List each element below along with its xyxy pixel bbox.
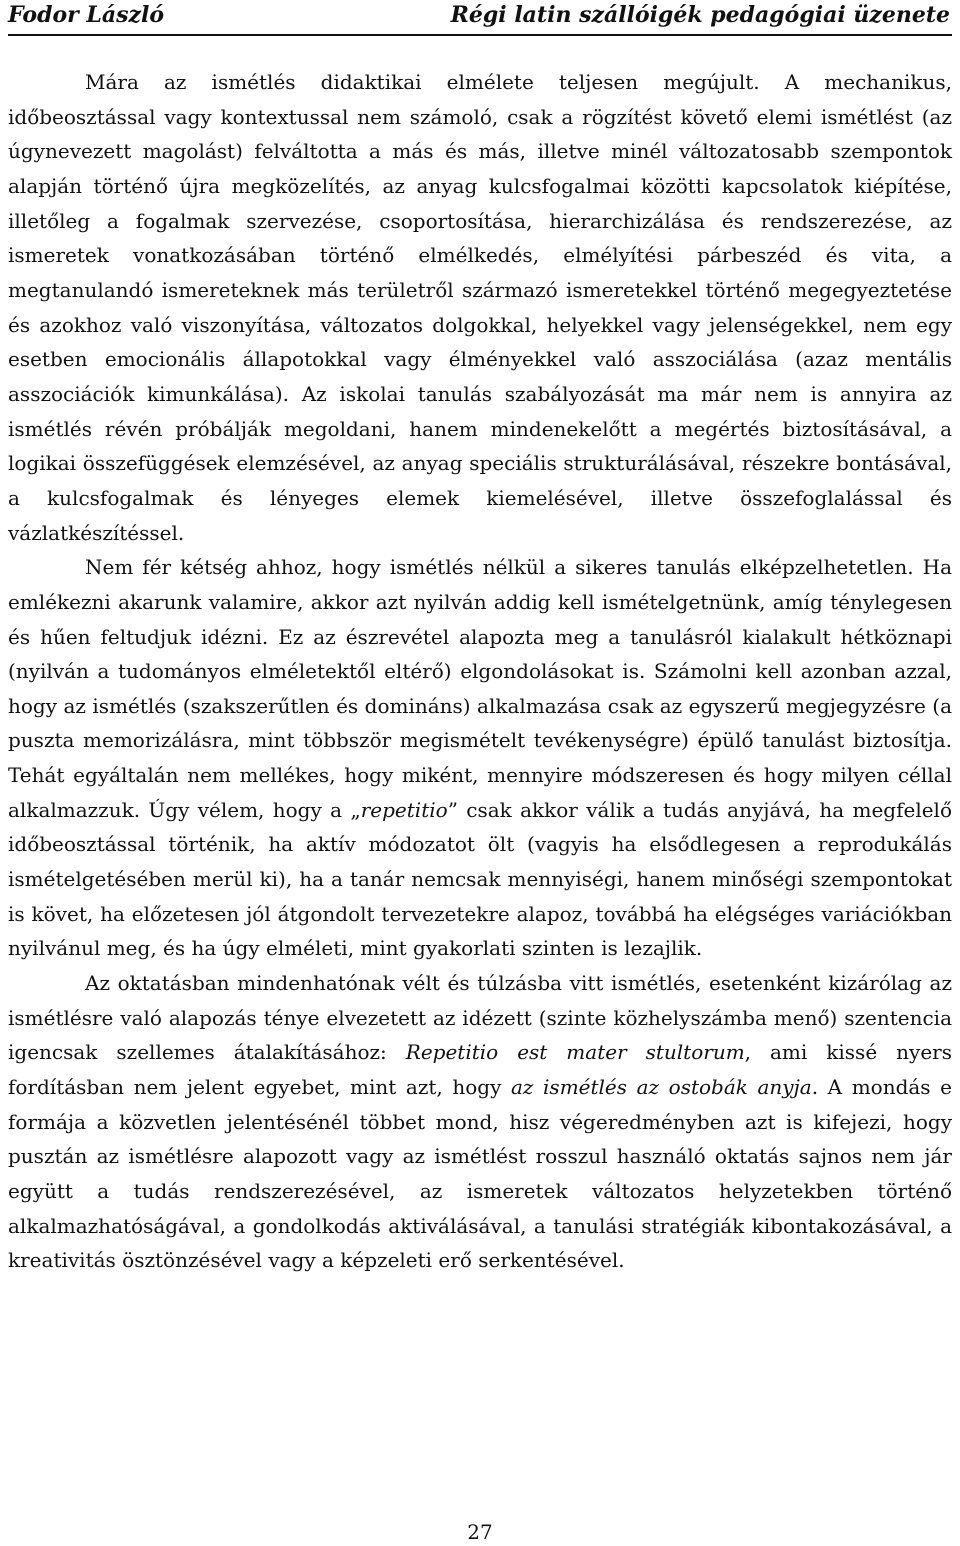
paragraph-2 — [8, 550, 952, 966]
paragraph-3-part-c: . A mondás e formája a közvetlen jelentésénél többet mond, hisz végeredményben azt is kifejezi, hogy pusztán az ismétlésre alapozott vagy az ismétlést rosszul használó oktatás sajnos nem jár együtt a tudás rendszerezésével, az ismeretek változatos helyzetekben történő alkalmazhatóságával, a gondolkodás aktiválásával, a tanulási stratégiák kibontakozásával, a kreativitás ösztönzésével vagy a képzeleti erő serkentésével. — [8, 1075, 952, 1273]
running-header — [8, 0, 952, 36]
header-author: Fodor László — [8, 2, 165, 28]
page-number: 27 — [467, 1520, 493, 1544]
paragraph-3-italic-quote: Repetitio est mater stultorum — [405, 1040, 745, 1065]
header-title: Régi latin szállóigék pedagógiai üzenete — [450, 2, 950, 28]
paragraph-3-italic-translation: az ismétlés az ostobák anyja — [510, 1075, 812, 1100]
paragraph-3-part-a: Az oktatásban mindenhatónak vélt és túlzásba vitt ismétlés, esetenként kizárólag az ismétlésre való alapozás ténye elvezetett az idézett (szinte közhelyszámba menő) szentencia igencsak szellemes átalakításához: — [8, 971, 952, 1065]
body-text — [8, 65, 952, 1278]
paragraph-2-part-a: Nem fér kétség ahhoz, hogy ismétlés nélkül a sikeres tanulás elképzelhetetlen. Ha emlékezni akarunk valamire, akkor azt nyilván addig kell ismételgetnünk, amíg ténylegesen és hűen feltudjuk idézni. Ez az észrevétel alapozta meg a tanulásról kialakult hétköznapi (nyilván a tudományos elméletektől eltérő) elgondolásokat is. Számolni kell azonban azzal, hogy az ismétlés (szakszerűtlen és domináns) alkalmazása csak az egyszerű megjegyzésre (a puszta memorizálásra, mint többször megismételt tevékenységre) épülő tanulást biztosítja. Tehát egyáltalán nem mellékes, hogy miként, mennyire módszeresen és hogy milyen céllal alkalmazzuk. Úgy vélem, hogy a „ — [8, 555, 952, 822]
paragraph-1: Mára az ismétlés didaktikai elmélete teljesen megújult. A mechanikus, időbeosztással vagy kontextussal nem számoló, csak a rögzítést követő elemi ismétlést (az úgynevezett magolást) felváltotta a más és más, illetve minél változatosabb szempontok alapján történő újra megközelítés, az anyag kulcsfogalmai közötti kapcsolatok kiépítése, illetőleg a fogalmak szervezése, csoportosítása, hierarchizálása és rendszerezése, az ismeretek vonatkozásában történő elmélkedés, elmélyítési párbeszéd és vita, a megtanulandó ismereteknek más területről származó ismeretekkel történő megegyeztetése és azokhoz való viszonyítása, változatos dolgokkal, helyekkel vagy jelenségekkel, nem egy esetben emocionális állapotokkal vagy élményekkel való asszociálása (azaz mentális asszociációk kimunkálása). Az iskolai tanulás szabályozását ma már nem is annyira az ismétlés révén próbálják megoldani, hanem mindenekelőtt a megértés biztosításával, a logikai összefüggések elemzésével, az anyag speciális strukturálásával, részekre bontásával, a kulcsfogalmak és lényeges elemek kiemelésével, illetve összefoglalással és vázlatkészítéssel. — [8, 70, 952, 545]
paragraph-3-part-b: , ami kissé nyers fordításban nem jelent egyebet, mint azt, hogy — [8, 1040, 952, 1100]
paragraph-2-italic: repetitio — [360, 797, 448, 822]
paragraph-3 — [8, 966, 952, 1278]
paragraph-2-part-b: ” csak akkor válik a tudás anyjává, ha megfelelő időbeosztással történik, ha aktív módozatot ölt (vagyis ha elsődlegesen a reprodukálás ismételgetésében merül ki), ha a tanár nemcsak mennyiségi, hanem minőségi szempontokat is követ, ha előzetesen jól átgondolt tervezetekre alapoz, továbbá ha elégséges variációkban nyilvánul meg, és ha úgy elméleti, mint gyakorlati szinten is lezajlik. — [8, 797, 952, 961]
